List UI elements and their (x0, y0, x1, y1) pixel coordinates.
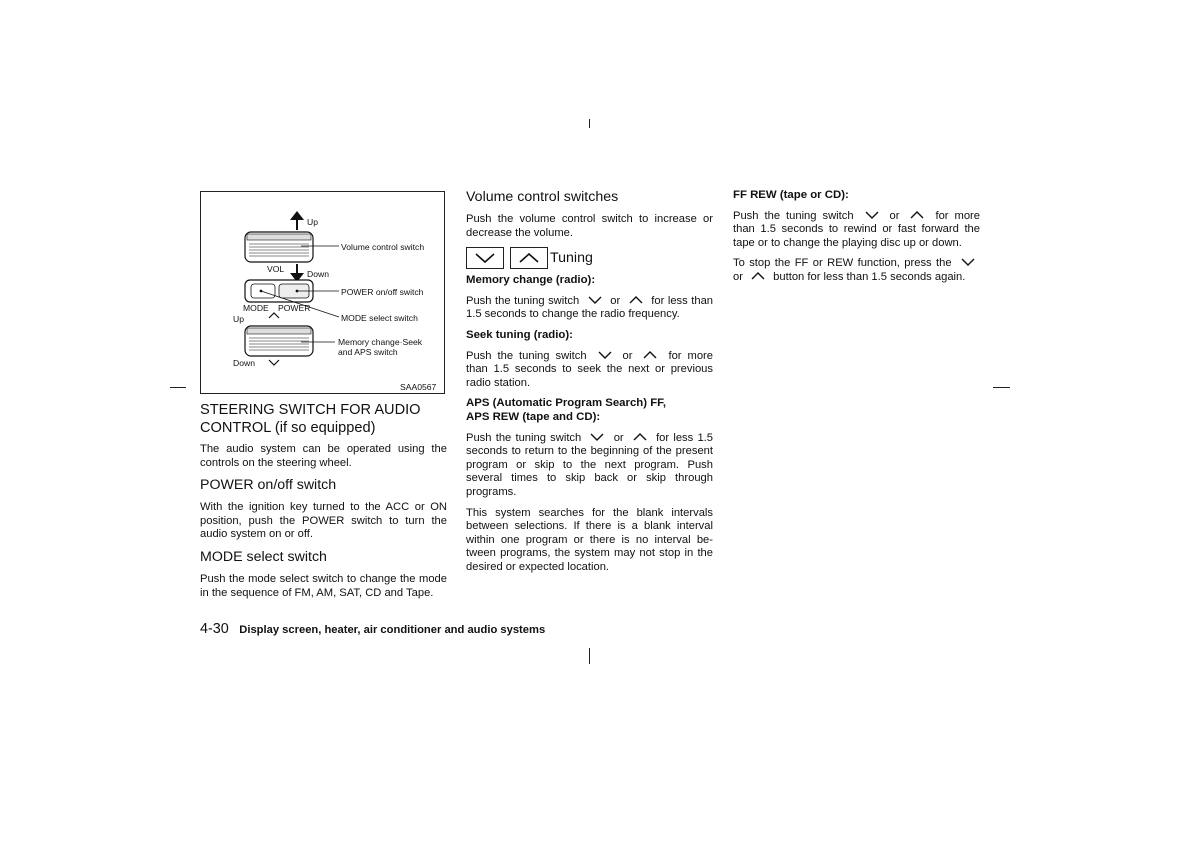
figure-label-down-bottom: Down (233, 358, 255, 368)
chevron-up-icon (628, 295, 644, 305)
blank-interval-paragraph: This system searches for the blank intervals between selections. If there is a blank interval within one program or there is no interval be-tween programs, the system may not stop in the desired or expected location. (466, 506, 713, 573)
chevron-down-icon (474, 252, 496, 264)
crop-mark-top (589, 119, 590, 128)
chevron-up-icon (909, 210, 925, 220)
figure-code: SAA0567 (400, 382, 437, 392)
chevron-down-icon (960, 257, 976, 267)
ffrew-text-a: Push the tuning switch (733, 209, 854, 222)
volume-heading: Volume control switches (466, 189, 619, 205)
stop-text-b: button for less than 1.5 seconds again. (773, 270, 966, 283)
chapter-title: Display screen, heater, air conditioner and audio systems (239, 624, 546, 636)
figure-label-vol: VOL (267, 264, 285, 274)
mode-paragraph: Push the mode select switch to change the mode in the sequence of FM, AM, SAT, CD and Tape. (200, 572, 447, 599)
crop-mark-left (170, 387, 186, 388)
aps-or: or (613, 431, 624, 444)
stop-or: or (733, 270, 743, 283)
figure-label-up-left: Up (233, 314, 244, 324)
memory-heading: Memory change (radio): (466, 274, 596, 287)
section-heading-line1: STEERING SWITCH FOR AUDIO (200, 402, 421, 418)
figure-label-memory-line1: Memory change·Seek (338, 337, 423, 347)
tuning-label: Tuning (550, 250, 593, 267)
column-3 (733, 189, 980, 292)
tuning-up-button (510, 247, 548, 269)
chevron-up-icon (632, 432, 648, 442)
ffrew-paragraph (733, 210, 980, 251)
ffrew-heading: FF REW (tape or CD): (733, 189, 849, 201)
figure-label-volume-switch: Volume control switch (341, 242, 425, 252)
chevron-up-icon (518, 252, 540, 264)
seek-heading: Seek tuning (radio): (466, 328, 573, 341)
figure-label-up-top: Up (307, 217, 318, 227)
memory-text-a: Push the tuning switch (466, 294, 580, 307)
page-number: 4-30 (200, 621, 229, 637)
chevron-down-icon (589, 432, 605, 442)
tuning-buttons-row (466, 247, 713, 269)
figure-label-power: POWER (278, 303, 311, 313)
aps-text-b: for less 1.5 seconds to return to the beginning of the present program or skip to the next program. Push several times to skip back or skip through programs. (466, 431, 714, 498)
seek-paragraph (466, 350, 713, 391)
column-1 (200, 402, 447, 607)
stop-paragraph (733, 257, 980, 284)
seek-text-a: Push the tuning switch (466, 349, 587, 362)
aps-heading-line1: APS (Automatic Program Search) FF, (466, 397, 667, 410)
crop-mark-bottom (589, 648, 590, 664)
section-heading-line2: CONTROL (if so equipped) (200, 419, 376, 436)
chevron-down-icon (597, 350, 613, 360)
column-2 (466, 189, 713, 581)
aps-heading (466, 397, 713, 424)
stop-text-a: To stop the FF or REW function, press the (733, 257, 952, 270)
memory-paragraph (466, 295, 713, 322)
aps-heading-line2: APS REW (tape and CD): (466, 410, 601, 423)
aps-text-a: Push the tuning switch (466, 431, 582, 444)
tuning-down-button (466, 247, 504, 269)
chevron-down-icon (864, 210, 880, 220)
intro-paragraph: The audio system can be operated using the controls on the steering wheel. (200, 443, 447, 469)
power-heading: POWER on/off switch (200, 477, 337, 494)
memory-or: or (610, 294, 621, 307)
chevron-up-icon (642, 350, 658, 360)
seek-text-b: for more than 1.5 seconds to seek the next or previous radio station. (466, 349, 713, 389)
aps-paragraph (466, 432, 713, 500)
steering-switch-figure (200, 191, 445, 394)
power-paragraph: With the ignition key turned to the ACC or ON position, push the POWER switch to turn the audio system on or off. (200, 501, 447, 541)
mode-heading: MODE select switch (200, 548, 327, 565)
section-heading-steering-switch (200, 402, 447, 437)
figure-label-power-switch: POWER on/off switch (341, 287, 424, 297)
volume-paragraph: Push the volume control switch to increase or decrease the volume. (466, 213, 713, 239)
ffrew-or: or (889, 209, 900, 222)
figure-label-mode-switch: MODE select switch (341, 313, 418, 323)
ffrew-text-b: for more than 1.5 seconds to rewind or fast forward the tape or to change the playing disc up or down. (733, 209, 980, 249)
crop-mark-right (993, 387, 1010, 388)
page-footer (200, 620, 545, 638)
figure-label-mode: MODE (243, 303, 269, 313)
chevron-down-icon (587, 295, 603, 305)
figure-label-down-mid: Down (307, 269, 329, 279)
figure-label-memory-line2: and APS switch (338, 347, 398, 357)
chevron-up-icon (750, 271, 766, 281)
memory-text-b: for less than 1.5 seconds to change the radio frequency. (466, 294, 714, 321)
seek-or: or (622, 349, 633, 362)
